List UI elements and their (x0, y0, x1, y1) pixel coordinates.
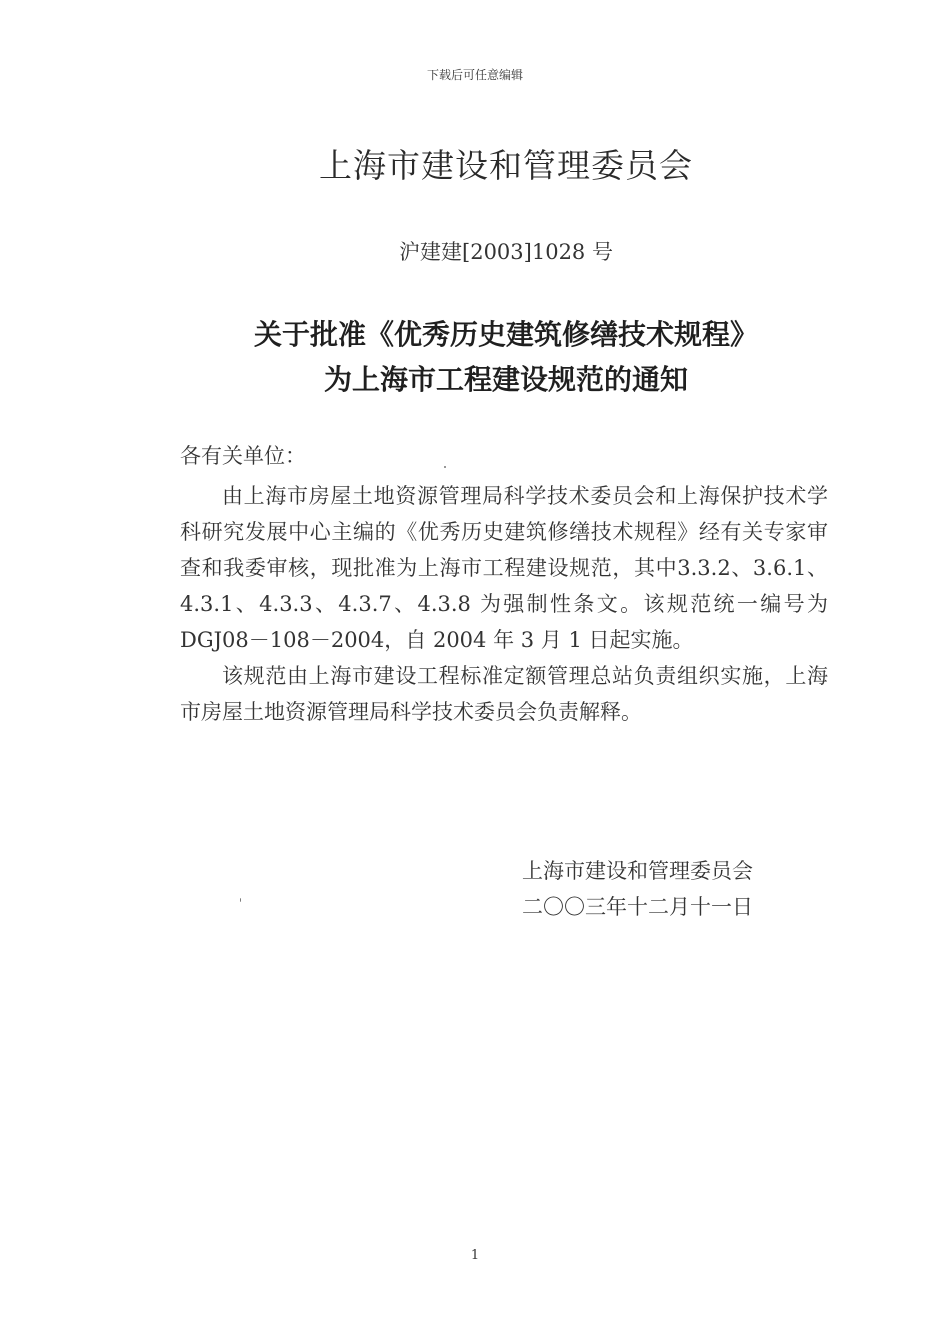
notice-title-line-2: 为上海市工程建设规范的通知 (323, 363, 688, 396)
notice-title-line-1: 关于批准《优秀历史建筑修缮技术规程》 (253, 318, 758, 351)
notice-title (0, 312, 950, 402)
scan-speck (240, 898, 241, 902)
body-paragraph-2: 该规范由上海市建设工程标准定额管理总站负责组织实施，上海市房屋土地资源管理局科学技术委员会负责解释。 (180, 664, 828, 724)
issuing-organization-title: 上海市建设和管理委员会 (319, 146, 693, 185)
header-note: 下载后可任意编辑 (426, 68, 523, 82)
signature-date: 二〇〇三年十二月十一日 (522, 895, 753, 919)
notice-body (180, 478, 828, 730)
signature-block (522, 853, 753, 925)
page-number: 1 (470, 1248, 480, 1263)
salutation: 各有关单位： (180, 444, 306, 468)
signature-issuer: 上海市建设和管理委员会 (522, 859, 753, 883)
body-paragraph-1: 由上海市房屋土地资源管理局科学技术委员会和上海保护技术学科研究发展中心主编的《优秀历史建筑修缮技术规程》经有关专家审查和我委审核，现批准为上海市工程建设规范，其中3.3.2、3.6.1、4.3.1、4.3.3、4.3.7、4.3.8 为强制性条文。该规范统一编号为 DGJ08－108－2004，自 2004 年 3 月 1 日起实施。 (180, 484, 828, 652)
scan-speck (444, 466, 446, 468)
document-number: 沪建建[2003]1028 号 (399, 240, 613, 264)
